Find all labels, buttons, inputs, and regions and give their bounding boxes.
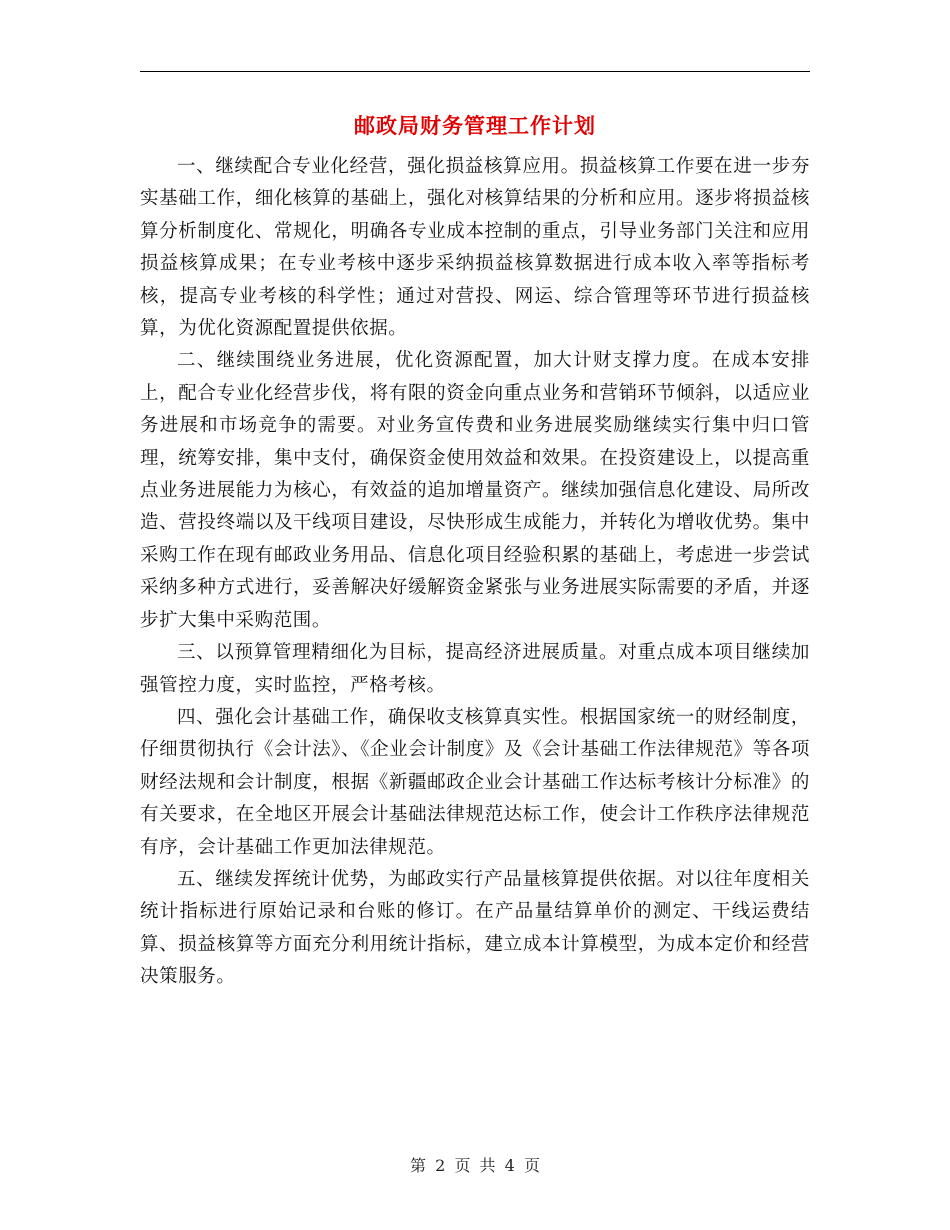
header-rule bbox=[140, 71, 810, 72]
paragraph-2: 二、继续围绕业务进展，优化资源配置，加大计财支撑力度。在成本安排上，配合专业化经营步伐，将有限的资金向重点业务和营销环节倾斜，以适应业务进展和市场竞争的需要。对业务宣传费和业务进展奖励继续实行集中归口管理，统筹安排，集中支付，确保资金使用效益和效果。在投资建设上，以提高重点业务进展能力为核心，有效益的追加增量资产。继续加强信息化建设、局所改造、营投终端以及干线项目建设，尽快形成生成能力，并转化为增收优势。集中采购工作在现有邮政业务用品、信息化项目经验积累的基础上，考虑进一步尝试采纳多种方式进行，妥善解决好缓解资金紧张与业务进展实际需要的矛盾，并逐步扩大集中采购范围。 bbox=[140, 350, 810, 631]
footer-current-page: 2 bbox=[435, 1156, 446, 1175]
footer-label-page-unit: 页 bbox=[454, 1156, 471, 1175]
footer-label-total: 共 bbox=[479, 1156, 496, 1175]
page-footer bbox=[140, 1156, 810, 1176]
footer-label-page: 第 bbox=[410, 1156, 427, 1175]
footer-total-pages: 4 bbox=[504, 1156, 515, 1175]
document-body bbox=[140, 151, 810, 994]
footer-label-total-unit: 页 bbox=[523, 1156, 540, 1175]
paragraph-3: 三、以预算管理精细化为目标，提高经济进展质量。对重点成本项目继续加强管控力度，实时监控，严格考核。 bbox=[140, 642, 810, 696]
paragraph-1: 一、继续配合专业化经营，强化损益核算应用。损益核算工作要在进一步夯实基础工作，细化核算的基础上，强化对核算结果的分析和应用。逐步将损益核算分析制度化、常规化，明确各专业成本控制的重点，引导业务部门关注和应用损益核算成果；在专业考核中逐步采纳损益核算数据进行成本收入率等指标考核，提高专业考核的科学性；通过对营投、网运、综合管理等环节进行损益核算，为优化资源配置提供依据。 bbox=[140, 156, 810, 340]
paragraph-4: 四、强化会计基础工作，确保收支核算真实性。根据国家统一的财经制度，仔细贯彻执行《会计法》、《企业会计制度》及《会计基础工作法律规范》等各项财经法规和会计制度，根据《新疆邮政企业会计基础工作达标考核计分标准》的有关要求，在全地区开展会计基础法律规范达标工作，使会计工作秩序法律规范有序，会计基础工作更加法律规范。 bbox=[140, 706, 810, 858]
paragraph-5: 五、继续发挥统计优势，为邮政实行产品量核算提供依据。对以往年度相关统计指标进行原始记录和台账的修订。在产品量结算单价的测定、干线运费结算、损益核算等方面充分利用统计指标，建立成本计算模型，为成本定价和经营决策服务。 bbox=[140, 868, 810, 988]
document-title: 邮政局财务管理工作计划 bbox=[354, 113, 596, 138]
